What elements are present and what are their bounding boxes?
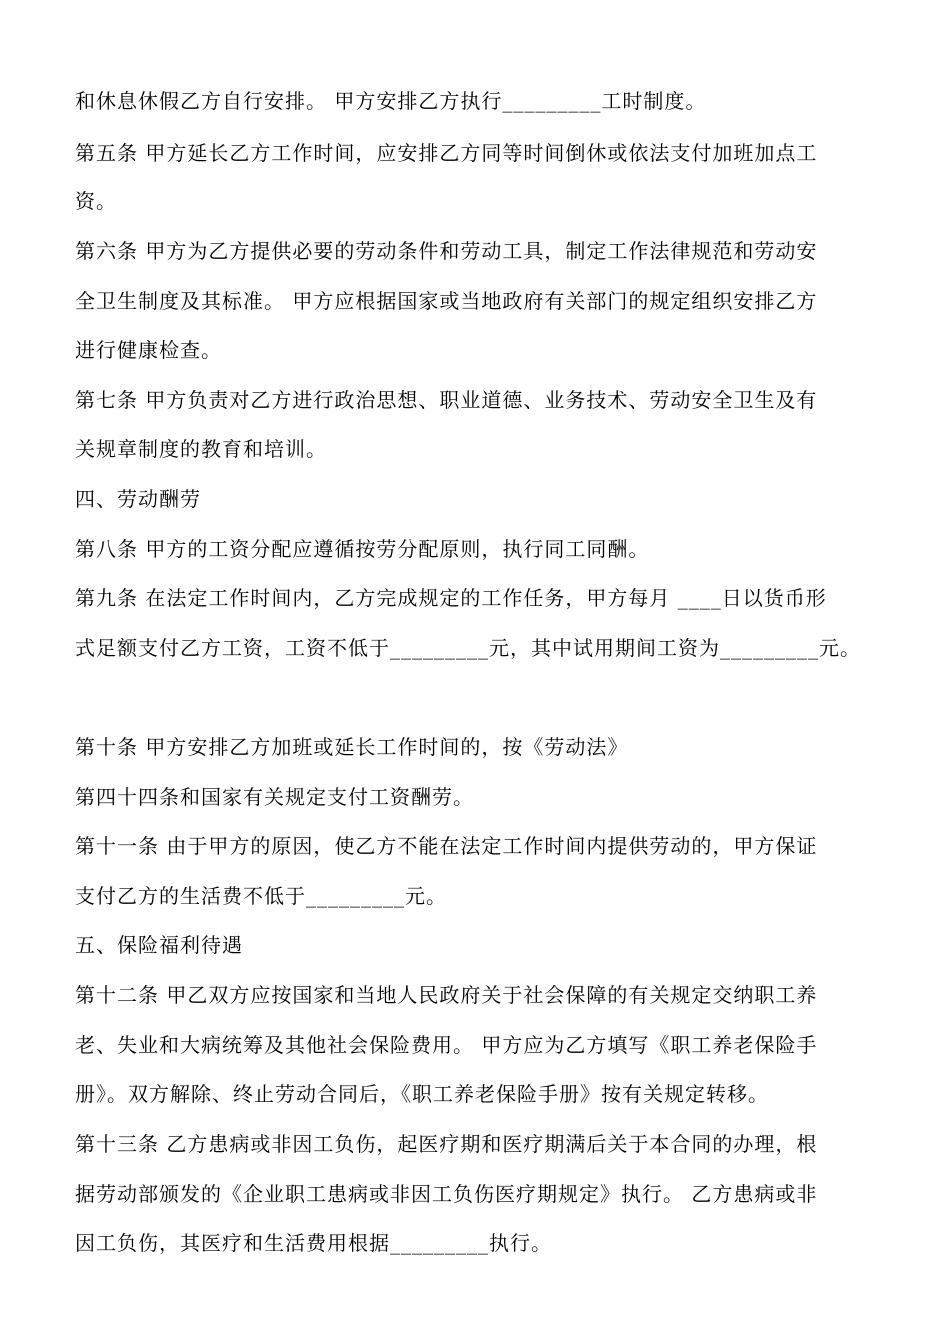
text-line: 关规章制度的教育和培训。: [75, 437, 327, 461]
text-line: 第四十四条和国家有关规定支付工资酬劳。: [75, 785, 474, 809]
text-line: 第十二条 甲乙双方应按国家和当地人民政府关于社会保障的有关规定交纳职工养: [75, 983, 818, 1007]
text-line: 第八条 甲方的工资分配应遵循按劳分配原则，执行同工同酬。: [75, 537, 650, 561]
text-line: 式足额支付乙方工资，工资不低于_________元，其中试用期间工资为_________元。: [75, 636, 861, 660]
text-line: 第十一条 由于甲方的原因，使乙方不能在法定工作时间内提供劳动的，甲方保证: [75, 834, 818, 858]
text-line: 全卫生制度及其标准。 甲方应根据国家或当地政府有关部门的规定组织安排乙方: [75, 289, 818, 313]
text-line: 第九条 在法定工作时间内，乙方完成规定的工作任务，甲方每月 ____日以货币形: [75, 586, 827, 610]
text-line: 册》。双方解除、终止劳动合同后，《职工养老保险手册》按有关规定转移。: [75, 1082, 769, 1106]
text-line: 据劳动部颁发的《企业职工患病或非因工负伤医疗期规定》执行。 乙方患病或非: [75, 1182, 818, 1206]
text-line: 第六条 甲方为乙方提供必要的劳动条件和劳动工具，制定工作法律规范和劳动安: [75, 239, 818, 263]
text-line: 支付乙方的生活费不低于_________元。: [75, 884, 447, 908]
text-line: 因工负伤，其医疗和生活费用根据_________执行。: [75, 1231, 552, 1255]
text-line: 第十三条 乙方患病或非因工负伤，起医疗期和医疗期满后关于本合同的办理，根: [75, 1132, 818, 1156]
text-line: 第七条 甲方负责对乙方进行政治思想、职业道德、业务技术、劳动安全卫生及有: [75, 388, 818, 412]
text-line: 资。: [75, 189, 117, 213]
text-line: 进行健康检查。: [75, 338, 222, 362]
section-heading: 五、保险福利待遇: [75, 933, 243, 957]
text-line: 第五条 甲方延长乙方工作时间，应安排乙方同等时间倒休或依法支付加班加点工: [75, 141, 818, 165]
text-line: 和休息休假乙方自行安排。 甲方安排乙方执行_________工时制度。: [75, 89, 707, 113]
text-line: 第十条 甲方安排乙方加班或延长工作时间的，按《劳动法》: [75, 735, 629, 759]
section-heading: 四、劳动酬劳: [75, 487, 201, 511]
text-line: 老、失业和大病统筹及其他社会保险费用。 甲方应为乙方填写《职工养老保险手: [75, 1033, 818, 1057]
